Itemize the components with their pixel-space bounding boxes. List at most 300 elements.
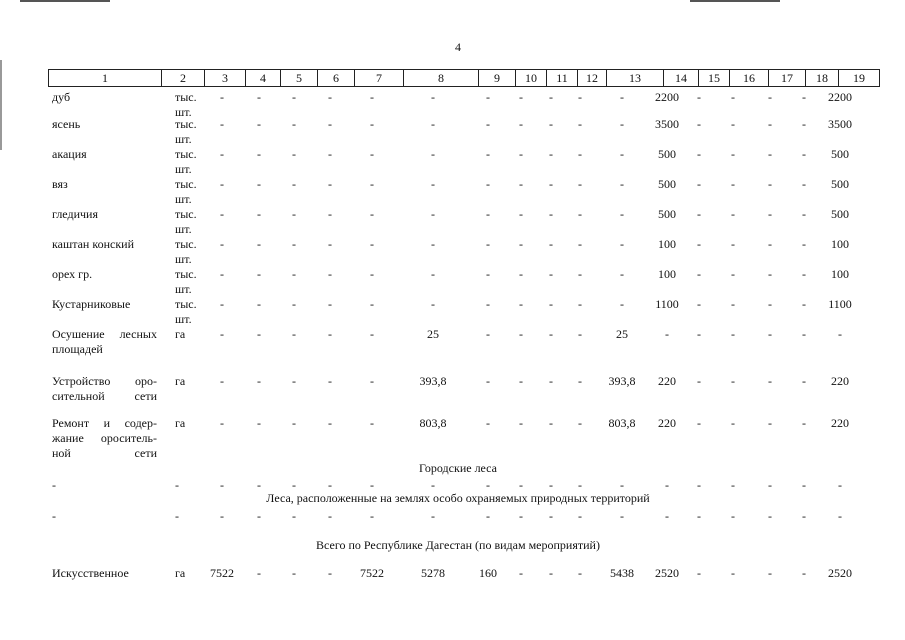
dash-cell: - <box>620 509 624 523</box>
row-value: - <box>731 90 735 104</box>
row-value: - <box>370 416 374 430</box>
row-value: - <box>519 117 523 131</box>
row-value: - <box>486 327 490 341</box>
row-value: - <box>802 177 806 191</box>
row-name <box>52 327 157 357</box>
row-value: - <box>519 90 523 104</box>
row-value: 5438 <box>610 566 634 580</box>
row-value: - <box>431 207 435 221</box>
row-unit-line: тыс. <box>175 207 197 221</box>
row-value: - <box>220 207 224 221</box>
row-unit-line: шт. <box>175 282 192 296</box>
row-value: - <box>486 177 490 191</box>
row-name-line: акация <box>52 147 87 161</box>
row-value: - <box>370 327 374 341</box>
row-value: 2200 <box>655 90 679 104</box>
row-value: - <box>768 90 772 104</box>
dash-cell: - <box>431 478 435 492</box>
row-value: - <box>802 566 806 580</box>
row-unit-line: га <box>175 327 186 341</box>
row-value: 7522 <box>210 566 234 580</box>
column-number-header <box>48 69 880 87</box>
row-value: - <box>519 237 523 251</box>
row-value: 803,8 <box>419 416 447 430</box>
row-value: 500 <box>658 147 676 161</box>
row-value: - <box>519 267 523 281</box>
row-value: - <box>697 177 701 191</box>
row-name-line: Кустарниковые <box>52 297 131 311</box>
dash-cell: - <box>52 478 56 492</box>
row-value: - <box>549 90 553 104</box>
row-value: 2520 <box>828 566 852 580</box>
header-col-4: 4 <box>246 70 281 87</box>
row-unit-line: шт. <box>175 312 192 326</box>
dash-cell: - <box>292 478 296 492</box>
row-value: - <box>802 207 806 221</box>
row-value: - <box>620 147 624 161</box>
dash-cell: - <box>175 478 179 492</box>
row-value: - <box>431 90 435 104</box>
row-value: - <box>328 237 332 251</box>
row-value: - <box>731 416 735 430</box>
row-value: - <box>768 177 772 191</box>
row-value: - <box>370 90 374 104</box>
row-value: - <box>257 297 261 311</box>
row-value: - <box>370 117 374 131</box>
row-name <box>52 416 157 461</box>
dash-cell: - <box>768 509 772 523</box>
row-name-line: Устройство оро- <box>52 374 157 388</box>
row-value: - <box>519 207 523 221</box>
row-value: - <box>731 117 735 131</box>
row-unit-line: шт. <box>175 162 192 176</box>
row-value: - <box>802 267 806 281</box>
row-value: - <box>697 147 701 161</box>
row-value: - <box>220 237 224 251</box>
row-value: - <box>549 177 553 191</box>
row-value: 500 <box>831 207 849 221</box>
dash-cell: - <box>578 509 582 523</box>
header-col-16: 16 <box>730 70 769 87</box>
dash-cell: - <box>220 478 224 492</box>
row-unit-line: шт. <box>175 252 192 266</box>
dash-cell: - <box>802 478 806 492</box>
row-value: - <box>292 566 296 580</box>
row-name-line: каштан конский <box>52 237 134 251</box>
row-value: - <box>486 147 490 161</box>
row-unit <box>175 147 205 177</box>
row-value: - <box>620 207 624 221</box>
row-value: - <box>431 237 435 251</box>
row-value: - <box>802 147 806 161</box>
row-value: - <box>431 147 435 161</box>
row-value: - <box>519 566 523 580</box>
row-unit <box>175 327 205 342</box>
header-col-14: 14 <box>664 70 699 87</box>
row-name <box>52 566 157 581</box>
row-value: - <box>257 147 261 161</box>
row-value: - <box>328 90 332 104</box>
dash-cell: - <box>838 509 842 523</box>
row-value: - <box>697 297 701 311</box>
row-value: - <box>220 327 224 341</box>
dash-cell: - <box>549 509 553 523</box>
row-value: - <box>257 90 261 104</box>
row-name <box>52 374 157 404</box>
row-name-line: гледичия <box>52 207 98 221</box>
row-value: - <box>328 147 332 161</box>
row-unit-line: шт. <box>175 132 192 146</box>
row-value: - <box>697 207 701 221</box>
row-value: - <box>257 374 261 388</box>
row-name-line: Ремонт и содер- <box>52 416 157 430</box>
row-value: - <box>578 416 582 430</box>
row-value: - <box>802 416 806 430</box>
row-value: - <box>549 327 553 341</box>
dash-cell: - <box>257 509 261 523</box>
row-value: - <box>370 177 374 191</box>
row-value: - <box>486 117 490 131</box>
row-value: - <box>665 327 669 341</box>
row-value: - <box>292 416 296 430</box>
row-value: - <box>697 237 701 251</box>
row-value: - <box>370 267 374 281</box>
row-value: - <box>220 416 224 430</box>
header-col-6: 6 <box>318 70 355 87</box>
row-value: - <box>802 117 806 131</box>
row-value: - <box>578 207 582 221</box>
dash-cell: - <box>802 509 806 523</box>
row-value: 500 <box>831 147 849 161</box>
row-unit <box>175 207 205 237</box>
header-col-13: 13 <box>607 70 664 87</box>
dash-cell: - <box>52 509 56 523</box>
row-unit <box>175 566 205 581</box>
row-name <box>52 237 157 252</box>
row-value: - <box>731 566 735 580</box>
row-value: - <box>578 267 582 281</box>
header-col-10: 10 <box>516 70 547 87</box>
row-value: - <box>768 566 772 580</box>
header-col-8: 8 <box>404 70 479 87</box>
header-col-9: 9 <box>479 70 516 87</box>
header-col-15: 15 <box>699 70 730 87</box>
row-unit <box>175 416 205 431</box>
dash-cell: - <box>697 478 701 492</box>
row-value: - <box>578 117 582 131</box>
row-value: 803,8 <box>608 416 636 430</box>
row-unit <box>175 297 205 327</box>
dash-cell: - <box>731 509 735 523</box>
row-unit-line: тыс. <box>175 117 197 131</box>
header-col-12: 12 <box>578 70 607 87</box>
row-value: - <box>257 267 261 281</box>
row-value: - <box>486 207 490 221</box>
row-value: - <box>578 90 582 104</box>
row-value: - <box>292 177 296 191</box>
row-value: 100 <box>658 267 676 281</box>
row-value: 2520 <box>655 566 679 580</box>
dash-cell: - <box>486 478 490 492</box>
row-value: - <box>292 90 296 104</box>
row-value: - <box>731 374 735 388</box>
dash-cell: - <box>731 478 735 492</box>
row-value: - <box>620 297 624 311</box>
row-value: - <box>697 566 701 580</box>
row-value: - <box>486 267 490 281</box>
dash-cell: - <box>292 509 296 523</box>
dash-cell: - <box>665 478 669 492</box>
row-value: - <box>257 416 261 430</box>
row-value: - <box>802 297 806 311</box>
row-value: - <box>768 297 772 311</box>
row-value: 160 <box>479 566 497 580</box>
row-value: 100 <box>831 267 849 281</box>
row-value: - <box>697 416 701 430</box>
row-value: 500 <box>658 207 676 221</box>
header-col-7: 7 <box>355 70 404 87</box>
row-name <box>52 267 157 282</box>
row-value: - <box>697 117 701 131</box>
row-value: 393,8 <box>608 374 636 388</box>
row-unit-line: тыс. <box>175 147 197 161</box>
row-value: - <box>549 566 553 580</box>
row-value: - <box>578 237 582 251</box>
row-value: - <box>220 147 224 161</box>
row-value: 220 <box>658 416 676 430</box>
row-value: - <box>768 117 772 131</box>
row-value: - <box>328 207 332 221</box>
row-value: - <box>292 147 296 161</box>
row-unit-line: тыс. <box>175 237 197 251</box>
row-value: - <box>519 374 523 388</box>
row-value: - <box>519 177 523 191</box>
scan-left-edge <box>0 60 2 150</box>
row-unit <box>175 237 205 267</box>
row-value: - <box>768 207 772 221</box>
row-name-line: дуб <box>52 90 71 104</box>
row-value: - <box>731 267 735 281</box>
row-value: 25 <box>616 327 628 341</box>
row-value: - <box>220 267 224 281</box>
row-value: - <box>328 177 332 191</box>
row-value: - <box>292 327 296 341</box>
row-value: - <box>328 416 332 430</box>
row-value: - <box>578 566 582 580</box>
row-value: - <box>802 374 806 388</box>
row-value: - <box>257 566 261 580</box>
row-value: - <box>697 267 701 281</box>
dash-cell: - <box>486 509 490 523</box>
row-value: - <box>431 117 435 131</box>
row-value: - <box>549 297 553 311</box>
row-value: - <box>802 90 806 104</box>
dash-cell: - <box>549 478 553 492</box>
row-value: - <box>731 207 735 221</box>
dash-cell: - <box>328 478 332 492</box>
row-value: 3500 <box>828 117 852 131</box>
row-value: - <box>328 374 332 388</box>
row-unit-line: тыс. <box>175 297 197 311</box>
row-value: - <box>549 374 553 388</box>
dash-cell: - <box>838 478 842 492</box>
row-value: - <box>620 267 624 281</box>
row-unit <box>175 117 205 147</box>
row-unit-line: га <box>175 374 186 388</box>
row-value: 100 <box>658 237 676 251</box>
row-unit-line: тыс. <box>175 90 197 104</box>
row-value: 7522 <box>360 566 384 580</box>
row-name-line: площадей <box>52 342 103 356</box>
row-value: - <box>220 374 224 388</box>
row-value: - <box>549 147 553 161</box>
row-value: - <box>549 267 553 281</box>
row-value: - <box>802 327 806 341</box>
row-value: - <box>257 177 261 191</box>
section-protected-territories: Леса, расположенные на землях особо охраняемых природных территорий <box>266 491 650 505</box>
row-value: 220 <box>831 374 849 388</box>
row-value: - <box>292 117 296 131</box>
row-unit-line: тыс. <box>175 177 197 191</box>
row-value: - <box>578 177 582 191</box>
row-value: - <box>519 416 523 430</box>
row-value: - <box>486 297 490 311</box>
row-value: - <box>370 207 374 221</box>
row-value: - <box>486 237 490 251</box>
row-value: - <box>768 327 772 341</box>
row-value: - <box>620 237 624 251</box>
page-number: 4 <box>455 40 461 54</box>
row-value: - <box>370 297 374 311</box>
row-value: - <box>549 416 553 430</box>
header-col-5: 5 <box>281 70 318 87</box>
dash-cell: - <box>578 478 582 492</box>
row-value: 500 <box>658 177 676 191</box>
row-value: - <box>257 117 261 131</box>
row-value: 1100 <box>655 297 679 311</box>
row-value: 220 <box>831 416 849 430</box>
row-value: 25 <box>427 327 439 341</box>
dash-cell: - <box>370 478 374 492</box>
dash-cell: - <box>220 509 224 523</box>
row-name <box>52 177 157 192</box>
row-name-line: ясень <box>52 117 81 131</box>
row-value: 100 <box>831 237 849 251</box>
dash-cell: - <box>519 509 523 523</box>
row-unit-line: га <box>175 416 186 430</box>
row-value: - <box>370 147 374 161</box>
row-unit-line: га <box>175 566 186 580</box>
row-unit <box>175 374 205 389</box>
row-value: 500 <box>831 177 849 191</box>
row-value: - <box>519 297 523 311</box>
row-value: - <box>328 117 332 131</box>
row-value: - <box>431 267 435 281</box>
row-value: - <box>768 147 772 161</box>
row-unit-line: шт. <box>175 192 192 206</box>
row-unit <box>175 90 205 120</box>
row-name-line: Осушение лесных <box>52 327 157 341</box>
row-value: - <box>220 297 224 311</box>
row-value: 393,8 <box>419 374 447 388</box>
row-value: - <box>731 147 735 161</box>
row-value: - <box>838 327 842 341</box>
row-value: - <box>220 117 224 131</box>
row-name <box>52 297 157 312</box>
row-value: - <box>220 177 224 191</box>
row-value: 5278 <box>421 566 445 580</box>
row-value: - <box>292 207 296 221</box>
dash-cell: - <box>370 509 374 523</box>
row-value: - <box>328 267 332 281</box>
dash-cell: - <box>328 509 332 523</box>
dash-cell: - <box>768 478 772 492</box>
row-value: 220 <box>658 374 676 388</box>
row-value: - <box>486 416 490 430</box>
row-value: - <box>292 237 296 251</box>
row-name <box>52 207 157 222</box>
row-value: - <box>328 297 332 311</box>
row-value: - <box>549 237 553 251</box>
dash-cell: - <box>620 478 624 492</box>
row-value: - <box>328 327 332 341</box>
row-name-line: орех гр. <box>52 267 93 281</box>
dash-cell: - <box>697 509 701 523</box>
header-col-1: 1 <box>49 70 162 87</box>
scan-top-mark-right <box>690 0 780 2</box>
dash-cell: - <box>665 509 669 523</box>
row-value: - <box>731 237 735 251</box>
row-value: - <box>220 90 224 104</box>
row-value: 2200 <box>828 90 852 104</box>
row-name <box>52 117 157 132</box>
row-value: - <box>292 297 296 311</box>
header-col-17: 17 <box>769 70 806 87</box>
row-value: - <box>731 327 735 341</box>
header-col-2: 2 <box>162 70 205 87</box>
row-value: - <box>257 237 261 251</box>
row-name <box>52 147 157 162</box>
row-value: - <box>431 297 435 311</box>
header-col-18: 18 <box>806 70 839 87</box>
row-value: - <box>292 267 296 281</box>
row-value: - <box>519 147 523 161</box>
section-city-forests: Городские леса <box>419 461 497 475</box>
row-value: - <box>549 207 553 221</box>
row-value: - <box>768 267 772 281</box>
row-unit-line: тыс. <box>175 267 197 281</box>
row-value: - <box>486 374 490 388</box>
row-value: - <box>578 327 582 341</box>
row-value: - <box>620 177 624 191</box>
row-value: 1100 <box>828 297 852 311</box>
row-name-line: Искусственное <box>52 566 129 580</box>
row-value: - <box>731 297 735 311</box>
row-value: - <box>620 90 624 104</box>
section-total-dagestan: Всего по Республике Дагестан (по видам мероприятий) <box>316 538 600 552</box>
row-name <box>52 90 157 105</box>
row-value: - <box>257 327 261 341</box>
row-value: - <box>578 297 582 311</box>
row-value: - <box>697 327 701 341</box>
row-unit-line: шт. <box>175 222 192 236</box>
row-value: - <box>768 374 772 388</box>
dash-cell: - <box>519 478 523 492</box>
row-value: - <box>292 374 296 388</box>
row-value: - <box>697 90 701 104</box>
row-value: - <box>768 237 772 251</box>
row-value: - <box>731 177 735 191</box>
